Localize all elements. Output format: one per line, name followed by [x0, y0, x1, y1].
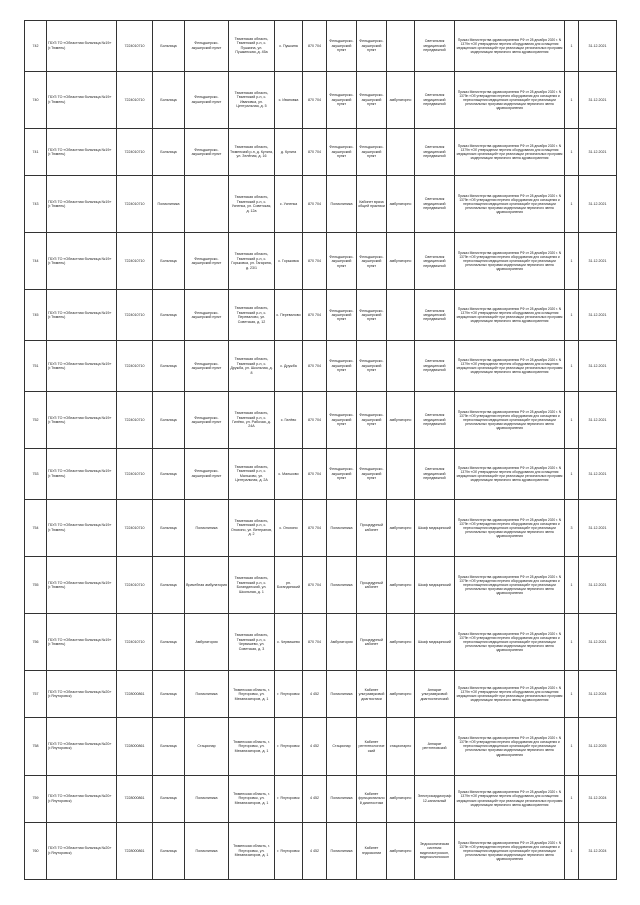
- institution-type: Больница: [153, 128, 185, 175]
- care-condition: амбулаторно: [387, 671, 415, 718]
- organization-name: ГБУЗ ТО «Областная больница №19» (г.Тюмень): [47, 341, 117, 392]
- subdivision: Фельдшерско-акушерский пункт: [327, 233, 357, 290]
- quantity: 1: [565, 718, 579, 775]
- equipment-name: Светильник медицинский передвижной: [415, 128, 455, 175]
- facility-address: Тюменская область, Тюменский р-н, с. Пушкина, ул. Пушкинская, д. 45а: [229, 21, 275, 72]
- facility-address: Тюменская область, г. Ялуторовск, ул. Механизаторов, д. 1: [229, 671, 275, 718]
- care-condition: [387, 290, 415, 341]
- facility-name: Врачебная амбулатория: [185, 556, 229, 613]
- equipment-name: Аппарат ультразвуковой диагностический: [415, 671, 455, 718]
- room-type: Фельдшерско-акушерский пункт: [357, 449, 387, 500]
- subdivision: Стационар: [327, 718, 357, 775]
- institution-type: Больница: [153, 671, 185, 718]
- organization-name: ГБУЗ ТО «Областная больница №19» (г.Тюмень): [47, 556, 117, 613]
- quantity: 1: [565, 556, 579, 613]
- facility-name: Фельдшерско-акушерский пункт: [185, 341, 229, 392]
- room-type: Процедурный кабинет: [357, 499, 387, 556]
- subdivision: Поликлиника: [327, 671, 357, 718]
- organization-code: 7228000861: [117, 822, 153, 879]
- organization-code: 7228000861: [117, 718, 153, 775]
- institution-type: Больница: [153, 71, 185, 128]
- delivery-date: 31.12.2021: [579, 391, 617, 448]
- regulatory-order: Приказ Министерства здравоохранения РФ от 28 декабря 2020 г. N 1379н «Об утверждении перечня оборудования для оснащения медицинских организаций» при реализации региональных программ модернизации первичного звена здравоохранения: [455, 128, 565, 175]
- equipment-name: Эндоскопическая система: видеогастроскоп, видеоколоноскоп: [415, 822, 455, 879]
- care-condition: амбулаторно: [387, 499, 415, 556]
- institution-type: Больница: [153, 449, 185, 500]
- row-number: 759: [25, 775, 47, 822]
- equipment-name: Светильник медицинский передвижной: [415, 449, 455, 500]
- locality: г. Ялуторовск: [275, 822, 303, 879]
- regulatory-order: Приказ Министерства здравоохранения РФ от 28 декабря 2020 г. N 1379н «Об утверждении перечня оборудования для оснащения и переоснащения медицинских организаций» при реализации региональных программ модернизации первичного звена здравоохранения: [455, 614, 565, 671]
- organization-code: 7224010710: [117, 233, 153, 290]
- quantity: 3: [565, 499, 579, 556]
- locality: д. Кулига: [275, 128, 303, 175]
- quantity: 1: [565, 128, 579, 175]
- table-row: [25, 449, 617, 500]
- organization-name: ГБУЗ ТО «Областная больница №19» (г.Тюмень): [47, 391, 117, 448]
- room-type: Кабинет функциональной диагностики: [357, 775, 387, 822]
- subdivision: Поликлиника: [327, 556, 357, 613]
- delivery-date: 31.12.2021: [579, 499, 617, 556]
- facility-name: Стационар: [185, 718, 229, 775]
- equipment-name: Светильник медицинский передвижной: [415, 290, 455, 341]
- equipment-name: Светильник медицинский передвижной: [415, 391, 455, 448]
- facility-address: Тюменская область, Тюменский р-н, с. Гилёво, ул. Рабочая, д. 24А: [229, 391, 275, 448]
- care-condition: амбулаторно: [387, 233, 415, 290]
- row-number: 760: [25, 822, 47, 879]
- locality: с. Мальково: [275, 449, 303, 500]
- organization-name: ГБУЗ ТО «Областная больница №20» (г.Ялуторовск): [47, 775, 117, 822]
- equipment-name: Светильник медицинский передвижной: [415, 341, 455, 392]
- delivery-date: 31.12.2021: [579, 556, 617, 613]
- locality: с. Горьковка: [275, 233, 303, 290]
- regulatory-order: Приказ Министерства здравоохранения РФ от 28 декабря 2020 г. N 1379н «Об утверждении перечня оборудования для оснащения и переоснащения медицинских организаций» при реализации региональных программ модернизации первичного звена здравоохранения: [455, 176, 565, 233]
- institution-type: Больница: [153, 614, 185, 671]
- organization-name: ГБУЗ ТО «Областная больница №20» (г.Ялуторовск): [47, 822, 117, 879]
- room-type: Фельдшерско-акушерский пункт: [357, 233, 387, 290]
- organization-code: 7224010710: [117, 499, 153, 556]
- facility-address: Тюменская область, г. Ялуторовск, ул. Механизаторов, д. 1: [229, 775, 275, 822]
- okato-code: 870 704: [303, 391, 327, 448]
- institution-type: Больница: [153, 775, 185, 822]
- institution-type: Больница: [153, 233, 185, 290]
- table-row: [25, 71, 617, 128]
- okato-code: 4 452: [303, 718, 327, 775]
- organization-name: ГБУЗ ТО «Областная больница №19» (г.Тюмень): [47, 233, 117, 290]
- facility-address: Тюменская область, Тюменский р-н, с. Ивановка, ул. Центральная, д. 5: [229, 71, 275, 128]
- facility-address: Тюменская область, Тюменский р-н, д. Кулига, ул. Зелёная, д. 16: [229, 128, 275, 175]
- delivery-date: 31.12.2021: [579, 21, 617, 72]
- subdivision: Фельдшерско-акушерский пункт: [327, 341, 357, 392]
- delivery-date: 31.12.2021: [579, 290, 617, 341]
- table-row: [25, 671, 617, 718]
- table-row: [25, 499, 617, 556]
- row-number: 745: [25, 290, 47, 341]
- organization-code: 7224010710: [117, 449, 153, 500]
- room-type: Процедурный кабинет: [357, 614, 387, 671]
- locality: с. Дружба: [275, 341, 303, 392]
- facility-name: Фельдшерско-акушерский пункт: [185, 128, 229, 175]
- facility-name: Фельдшерско-акушерский пункт: [185, 391, 229, 448]
- facility-address: Тюменская область, Тюменский р-н, с. Горьковка, ул. Гагарина, д. 23/1: [229, 233, 275, 290]
- organization-code: 7224010710: [117, 556, 153, 613]
- okato-code: 870 704: [303, 556, 327, 613]
- row-number: 757: [25, 671, 47, 718]
- table-row: [25, 176, 617, 233]
- subdivision: Фельдшерско-акушерский пункт: [327, 71, 357, 128]
- care-condition: [387, 341, 415, 392]
- institution-type: Больница: [153, 556, 185, 613]
- table-row: [25, 341, 617, 392]
- quantity: 1: [565, 822, 579, 879]
- quantity: 1: [565, 775, 579, 822]
- okato-code: 4 452: [303, 775, 327, 822]
- room-type: Кабинет ультразвуковой диагностики: [357, 671, 387, 718]
- facility-name: Амбулатория: [185, 614, 229, 671]
- quantity: 1: [565, 233, 579, 290]
- okato-code: 870 704: [303, 614, 327, 671]
- equipment-register-table: [24, 20, 617, 880]
- institution-type: Больница: [153, 391, 185, 448]
- regulatory-order: Приказ Министерства здравоохранения РФ от 28 декабря 2020 г. N 1379н «Об утверждении перечня оборудования для оснащения медицинских организаций» при реализации региональных программ модернизации первичного звена здравоохранения: [455, 21, 565, 72]
- table-row: [25, 290, 617, 341]
- equipment-name: Электрокардиограф 12-канальный: [415, 775, 455, 822]
- facility-address: Тюменская область, Тюменский р-н, с. Успенка, ул. Советская, д. 12а: [229, 176, 275, 233]
- organization-code: 7224010710: [117, 176, 153, 233]
- organization-name: ГБУЗ ТО «Областная больница №20» (г.Ялуторовск): [47, 671, 117, 718]
- regulatory-order: Приказ Министерства здравоохранения РФ от 28 декабря 2020 г. N 1379н «Об утверждении перечня оборудования для оснащения и переоснащения медицинских организаций» при реализации региональных программ модернизации первичного звена здравоохранения: [455, 499, 565, 556]
- subdivision: Поликлиника: [327, 775, 357, 822]
- delivery-date: 31.12.2021: [579, 449, 617, 500]
- regulatory-order: Приказ Министерства здравоохранения РФ от 28 декабря 2020 г. N 1379н «Об утверждении перечня оборудования для оснащения медицинских организаций» при реализации региональных программ модернизации первичного звена здравоохранения: [455, 290, 565, 341]
- locality: с. Червишево: [275, 614, 303, 671]
- facility-address: Тюменская область, г. Ялуторовск, ул. Механизаторов, д. 1: [229, 718, 275, 775]
- row-number: 753: [25, 449, 47, 500]
- organization-name: ГБУЗ ТО «Областная больница №19» (г.Тюмень): [47, 21, 117, 72]
- okato-code: 870 704: [303, 21, 327, 72]
- facility-address: Тюменская область, Тюменский р-н, с. Онохино, ул. Ветеранов, д. 2: [229, 499, 275, 556]
- care-condition: [387, 128, 415, 175]
- care-condition: амбулаторно: [387, 775, 415, 822]
- okato-code: 870 704: [303, 341, 327, 392]
- regulatory-order: Приказ Министерства здравоохранения РФ от 28 декабря 2020 г. N 1379н «Об утверждении перечня оборудования для оснащения медицинских организаций» при реализации региональных программ модернизации первичного звена здравоохранения: [455, 671, 565, 718]
- regulatory-order: Приказ Министерства здравоохранения РФ от 28 декабря 2020 г. N 1379н «Об утверждении перечня оборудования для оснащения и переоснащения медицинских организаций» при реализации региональных программ модернизации первичного звена здравоохранения: [455, 718, 565, 775]
- quantity: 1: [565, 449, 579, 500]
- facility-name: Поликлиника: [185, 822, 229, 879]
- regulatory-order: Приказ Министерства здравоохранения РФ от 28 декабря 2020 г. N 1379н «Об утверждении перечня оборудования для оснащения и переоснащения медицинских организаций» при реализации региональных программ модернизации первичного звена здравоохранения: [455, 391, 565, 448]
- room-type: Кабинет эндоскопии: [357, 822, 387, 879]
- organization-code: 7224010710: [117, 71, 153, 128]
- delivery-date: 31.12.2021: [579, 128, 617, 175]
- row-number: 744: [25, 233, 47, 290]
- organization-name: ГБУЗ ТО «Областная больница №19» (г.Тюмень): [47, 128, 117, 175]
- room-type: Кабинет рентгенологический: [357, 718, 387, 775]
- row-number: 756: [25, 614, 47, 671]
- facility-address: Тюменская область, Тюменский р-н, с. Мальково, ул. Центральная, д. 2А: [229, 449, 275, 500]
- organization-name: ГБУЗ ТО «Областная больница №19» (г.Тюмень): [47, 71, 117, 128]
- care-condition: [387, 449, 415, 500]
- care-condition: амбулаторно: [387, 614, 415, 671]
- okato-code: 4 452: [303, 822, 327, 879]
- facility-address: Тюменская область, Тюменский р-н, с. Богандинский, ул. Школьная, д. 1: [229, 556, 275, 613]
- care-condition: амбулаторно: [387, 556, 415, 613]
- facility-name: Поликлиника: [185, 499, 229, 556]
- delivery-date: 31.12.2021: [579, 176, 617, 233]
- facility-address: Тюменская область, Тюменский р-н, с. Дружба, ул. Школьная, д. 8: [229, 341, 275, 392]
- room-type: Фельдшерско-акушерский пункт: [357, 290, 387, 341]
- table-row: [25, 775, 617, 822]
- delivery-date: 31.12.2024: [579, 822, 617, 879]
- subdivision: Фельдшерско-акушерский пункт: [327, 391, 357, 448]
- room-type: Фельдшерско-акушерский пункт: [357, 71, 387, 128]
- quantity: 1: [565, 671, 579, 718]
- delivery-date: 31.12.2024: [579, 671, 617, 718]
- organization-name: ГБУЗ ТО «Областная больница №19» (г.Тюмень): [47, 499, 117, 556]
- room-type: Фельдшерско-акушерский пункт: [357, 128, 387, 175]
- subdivision: Поликлиника: [327, 499, 357, 556]
- delivery-date: 31.12.2021: [579, 71, 617, 128]
- regulatory-order: Приказ Министерства здравоохранения РФ от 28 декабря 2020 г. N 1379н «Об утверждении перечня оборудования для оснащения и переоснащения медицинских организаций» при реализации региональных программ модернизации первичного звена здравоохранения: [455, 71, 565, 128]
- locality: г. Ялуторовск: [275, 671, 303, 718]
- row-number: 751: [25, 341, 47, 392]
- okato-code: 870 704: [303, 290, 327, 341]
- row-number: 758: [25, 718, 47, 775]
- equipment-name: Аппарат рентгеновский: [415, 718, 455, 775]
- facility-name: Фельдшерско-акушерский пункт: [185, 290, 229, 341]
- equipment-name: Светильник медицинский передвижной: [415, 233, 455, 290]
- quantity: 1: [565, 176, 579, 233]
- row-number: 755: [25, 556, 47, 613]
- okato-code: 870 704: [303, 449, 327, 500]
- institution-type: Больница: [153, 718, 185, 775]
- table-row: [25, 21, 617, 72]
- regulatory-order: Приказ Министерства здравоохранения РФ от 28 декабря 2020 г. N 1379н «Об утверждении перечня оборудования для оснащения и переоснащения медицинских организаций» при реализации региональных программ модернизации первичного звена здравоохранения: [455, 233, 565, 290]
- row-number: 754: [25, 499, 47, 556]
- room-type: Кабинет врача общей практики: [357, 176, 387, 233]
- facility-name: [185, 176, 229, 233]
- row-number: 742: [25, 21, 47, 72]
- row-number: 752: [25, 391, 47, 448]
- institution-type: Больница: [153, 341, 185, 392]
- subdivision: Поликлиника: [327, 176, 357, 233]
- organization-code: 7224010710: [117, 290, 153, 341]
- room-type: Фельдшерско-акушерский пункт: [357, 341, 387, 392]
- institution-type: Больница: [153, 822, 185, 879]
- organization-code: 7224010710: [117, 341, 153, 392]
- quantity: 1: [565, 391, 579, 448]
- okato-code: 870 704: [303, 71, 327, 128]
- subdivision: Фельдшерско-акушерский пункт: [327, 21, 357, 72]
- room-type: Фельдшерско-акушерский пункт: [357, 21, 387, 72]
- care-condition: [387, 21, 415, 72]
- organization-code: 7228000861: [117, 775, 153, 822]
- organization-name: ГБУЗ ТО «Областная больница №19» (г.Тюмень): [47, 449, 117, 500]
- locality: г. Ялуторовск: [275, 775, 303, 822]
- equipment-name: Шкаф медицинский: [415, 556, 455, 613]
- equipment-name: Светильник медицинский передвижной: [415, 71, 455, 128]
- care-condition: амбулаторно: [387, 391, 415, 448]
- care-condition: амбулаторно: [387, 176, 415, 233]
- okato-code: 870 704: [303, 499, 327, 556]
- quantity: 1: [565, 290, 579, 341]
- room-type: Процедурный кабинет: [357, 556, 387, 613]
- quantity: 1: [565, 341, 579, 392]
- locality: с. Перевалово: [275, 290, 303, 341]
- table-row: [25, 718, 617, 775]
- equipment-name: Шкаф медицинский: [415, 499, 455, 556]
- organization-name: ГБУЗ ТО «Областная больница №19» (г.Тюмень): [47, 176, 117, 233]
- organization-code: 7228000861: [117, 671, 153, 718]
- institution-type: Больница: [153, 21, 185, 72]
- subdivision: Фельдшерско-акушерский пункт: [327, 128, 357, 175]
- table-row: [25, 822, 617, 879]
- organization-name: ГБУЗ ТО «Областная больница №19» (г.Тюмень): [47, 290, 117, 341]
- institution-type: Больница: [153, 290, 185, 341]
- organization-code: 7224010710: [117, 391, 153, 448]
- locality: г. Ялуторовск: [275, 718, 303, 775]
- facility-name: Фельдшерско-акушерский пункт: [185, 233, 229, 290]
- table-row: [25, 556, 617, 613]
- table-row: [25, 391, 617, 448]
- care-condition: стационарно: [387, 718, 415, 775]
- subdivision: Поликлиника: [327, 822, 357, 879]
- table-row: [25, 614, 617, 671]
- row-number: 741: [25, 128, 47, 175]
- locality: с. Ивановка: [275, 71, 303, 128]
- equipment-name: Светильник медицинский передвижной: [415, 21, 455, 72]
- okato-code: 870 704: [303, 233, 327, 290]
- row-number: 743: [25, 176, 47, 233]
- subdivision: Фельдшерско-акушерский пункт: [327, 449, 357, 500]
- subdivision: Фельдшерско-акушерский пункт: [327, 290, 357, 341]
- subdivision: Амбулатория: [327, 614, 357, 671]
- facility-name: Фельдшерско-акушерский пункт: [185, 449, 229, 500]
- facility-name: Поликлиника: [185, 671, 229, 718]
- locality: рп. Богандинский: [275, 556, 303, 613]
- regulatory-order: Приказ Министерства здравоохранения РФ от 28 декабря 2020 г. N 1379н «Об утверждении перечня оборудования для оснащения медицинских организаций» при реализации региональных программ модернизации первичного звена здравоохранения: [455, 775, 565, 822]
- facility-address: Тюменская область, Тюменский р-н, с. Червишево, ул. Советская, д. 3: [229, 614, 275, 671]
- facility-name: Фельдшерско-акушерский пункт: [185, 71, 229, 128]
- okato-code: 870 704: [303, 176, 327, 233]
- institution-type: Больница: [153, 499, 185, 556]
- equipment-name: Шкаф медицинский: [415, 614, 455, 671]
- organization-code: 7224010710: [117, 21, 153, 72]
- okato-code: 4 452: [303, 671, 327, 718]
- delivery-date: 31.12.2024: [579, 775, 617, 822]
- delivery-date: 31.12.2021: [579, 233, 617, 290]
- locality: с. Гилёво: [275, 391, 303, 448]
- table-row: [25, 128, 617, 175]
- row-number: 740: [25, 71, 47, 128]
- quantity: 1: [565, 21, 579, 72]
- organization-name: ГБУЗ ТО «Областная больница №19» (г.Тюмень): [47, 614, 117, 671]
- care-condition: амбулаторно: [387, 822, 415, 879]
- facility-address: Тюменская область, Тюменский р-н, с. Переваловo, ул. Советская, д. 12: [229, 290, 275, 341]
- regulatory-order: Приказ Министерства здравоохранения РФ от 28 декабря 2020 г. N 1379н «Об утверждении перечня оборудования для оснащения медицинских организаций» при реализации региональных программ модернизации первичного звена здравоохранения: [455, 449, 565, 500]
- organization-code: 7224010710: [117, 128, 153, 175]
- locality: с. Пушкина: [275, 21, 303, 72]
- quantity: 1: [565, 71, 579, 128]
- quantity: 1: [565, 614, 579, 671]
- institution-type: Поликлиника: [153, 176, 185, 233]
- organization-code: 7224010710: [117, 614, 153, 671]
- room-type: Фельдшерско-акушерский пункт: [357, 391, 387, 448]
- table-row: [25, 233, 617, 290]
- locality: с. Успенка: [275, 176, 303, 233]
- facility-name: Поликлиника: [185, 775, 229, 822]
- okato-code: 870 704: [303, 128, 327, 175]
- care-condition: амбулаторно: [387, 71, 415, 128]
- facility-name: Фельдшерско-акушерский пункт: [185, 21, 229, 72]
- organization-name: ГБУЗ ТО «Областная больница №20» (г.Ялуторовск): [47, 718, 117, 775]
- delivery-date: 31.12.2025: [579, 718, 617, 775]
- regulatory-order: Приказ Министерства здравоохранения РФ от 28 декабря 2020 г. N 1379н «Об утверждении перечня оборудования для оснащения и переоснащения медицинских организаций» при реализации региональных программ модернизации первичного звена здравоохранения: [455, 556, 565, 613]
- locality: с. Онохино: [275, 499, 303, 556]
- delivery-date: 31.12.2021: [579, 614, 617, 671]
- equipment-name: Светильник медицинский передвижной: [415, 176, 455, 233]
- regulatory-order: Приказ Министерства здравоохранения РФ от 28 декабря 2020 г. N 1379н «Об утверждении перечня оборудования для оснащения медицинских организаций» при реализации региональных программ модернизации первичного звена здравоохранения: [455, 341, 565, 392]
- delivery-date: 31.12.2021: [579, 341, 617, 392]
- regulatory-order: Приказ Министерства здравоохранения РФ от 28 декабря 2020 г. N 1379н «Об утверждении перечня оборудования для оснащения и переоснащения медицинских организаций» при реализации региональных программ модернизации первичного звена здравоохранения: [455, 822, 565, 879]
- facility-address: Тюменская область, г. Ялуторовск, ул. Механизаторов, д. 1: [229, 822, 275, 879]
